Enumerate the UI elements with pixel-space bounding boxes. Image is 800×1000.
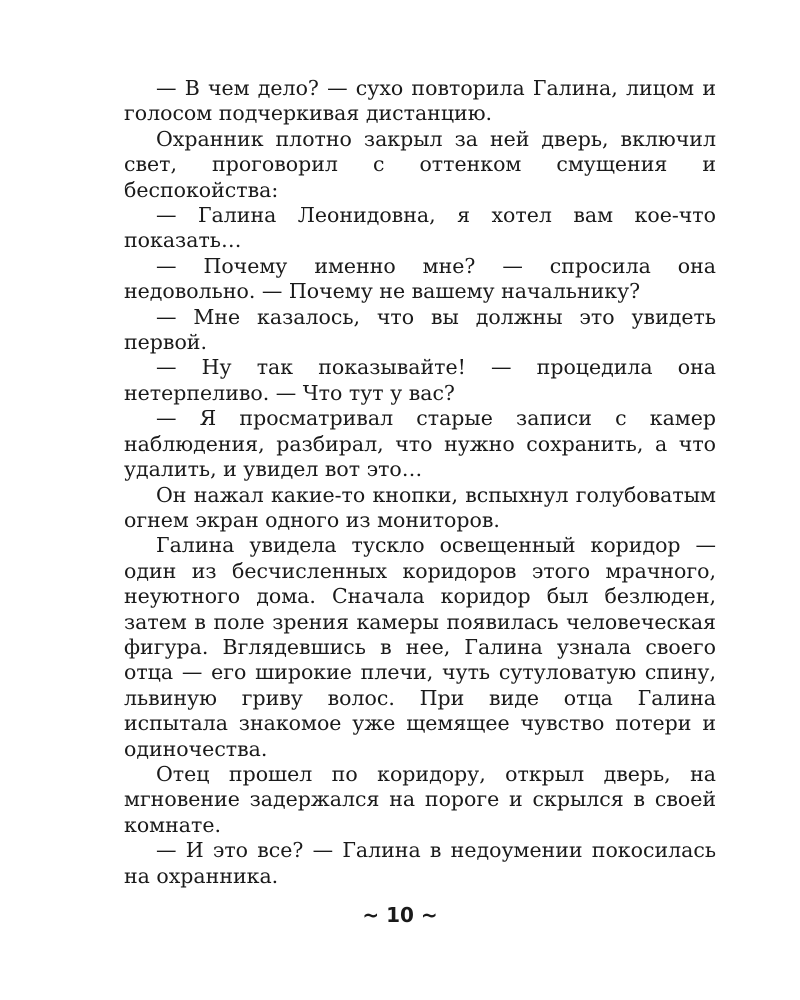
paragraph: — В чем дело? — сухо повторила Галина, лицом и голосом подчеркивая дистанцию. xyxy=(124,76,716,126)
paragraph: Галина увидела тускло освещенный коридор — один из бесчисленных коридоров этого мрачного, неуютного дома. Сначала коридор был безлюден, затем в поле зрения камеры появилась человеческая фигура. Вглядевшись в нее, Галина узнала своего отца — его широкие плечи, чуть сутуловатую спину, львиную гриву волос. При виде отца Галина испытала знакомое уже щемящее чувство потери и одиночества. xyxy=(124,533,716,761)
page-number: ~ 10 ~ xyxy=(362,903,438,927)
paragraph: — И это все? — Галина в недоумении покосилась на охранника. xyxy=(124,838,716,888)
paragraph: Охранник плотно закрыл за ней дверь, включил свет, проговорил с оттенком смущения и беспокойства: xyxy=(124,126,716,202)
paragraph: — Почему именно мне? — спросила она недовольно. — Почему не вашему начальнику? xyxy=(124,253,716,304)
paragraph: — Ну так показывайте! — процедила она нетерпеливо. — Что тут у вас? xyxy=(124,355,716,405)
paragraph: Отец прошел по коридору, открыл дверь, на мгновение задержался на пороге и скрылся в своей комнате. xyxy=(124,761,716,837)
paragraph: — Я просматривал старые записи с камер наблюдения, разбирал, что нужно сохранить, а что удалить, и увидел вот это… xyxy=(124,406,716,482)
paragraph: — Галина Леонидовна, я хотел вам кое-что показать… xyxy=(124,203,716,253)
body-text xyxy=(124,76,716,889)
paragraph: — Мне казалось, что вы должны это увидеть первой. xyxy=(124,304,716,355)
paragraph: Он нажал какие-то кнопки, вспыхнул голубоватым огнем экран одного из мониторов. xyxy=(124,482,716,532)
